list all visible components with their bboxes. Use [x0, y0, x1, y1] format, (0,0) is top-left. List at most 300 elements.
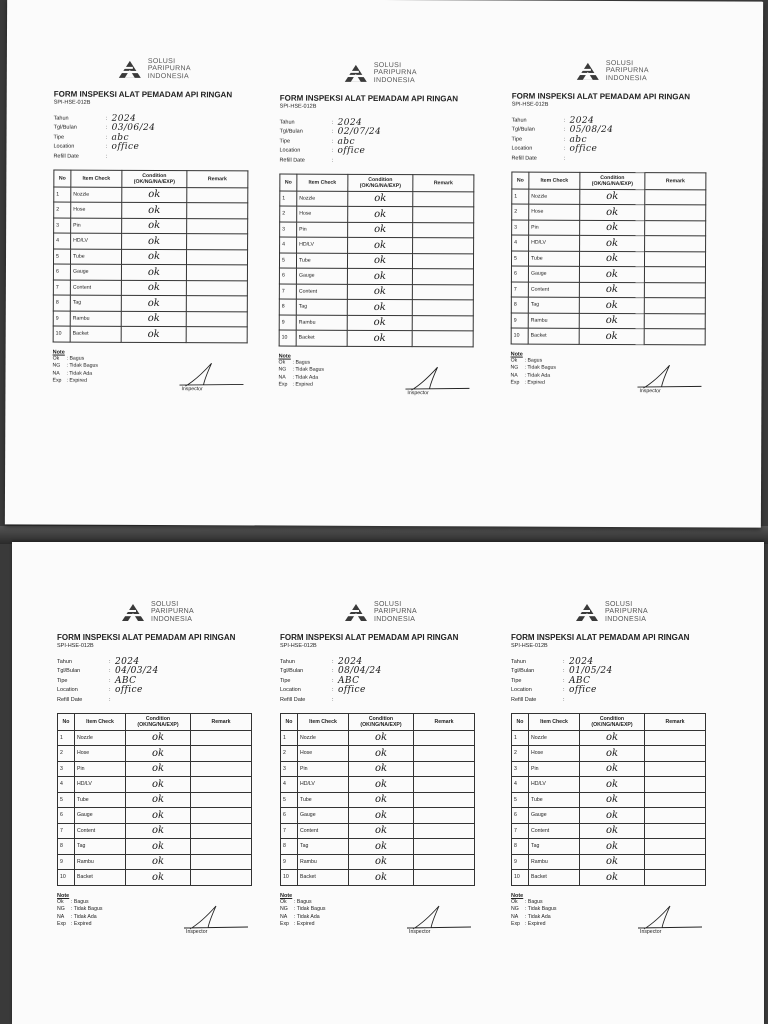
- logo-mark-icon: [343, 602, 369, 622]
- header-no: No: [512, 172, 529, 189]
- header-condition: Condition (OK/NG/NA/EXP): [348, 174, 413, 191]
- header-condition: Condition (OK/NG/NA/EXP): [126, 713, 191, 730]
- note-value: : Expired: [71, 921, 92, 927]
- row-item-check: Backet: [75, 870, 126, 886]
- row-remark: [645, 777, 706, 793]
- inspector-label: Inspector: [640, 928, 662, 935]
- note-value: : Bagus: [294, 898, 312, 905]
- row-condition: ok: [348, 222, 413, 238]
- company-name-line: PARIPURNA: [605, 67, 649, 75]
- form-title: FORM INSPEKSI ALAT PEMADAM API RINGAN: [279, 93, 459, 104]
- row-condition: ok: [126, 761, 191, 777]
- row-remark: [187, 218, 248, 234]
- form-code: SPI-HSE-012B: [279, 103, 317, 110]
- company-name: [374, 62, 417, 85]
- row-condition: ok: [579, 282, 644, 298]
- row-item-check: Nozzle: [297, 191, 348, 207]
- row-item-check: Gauge: [70, 264, 121, 280]
- meta-colon: :: [332, 687, 334, 694]
- note-value: : Tidak Ada: [66, 370, 93, 377]
- row-condition: ok: [580, 870, 645, 886]
- row-number: 6: [512, 808, 529, 824]
- meta-colon: :: [105, 134, 108, 141]
- meta-row-tgl: [511, 667, 711, 677]
- meta-label: Tahun: [511, 658, 526, 665]
- row-condition: ok: [580, 730, 645, 746]
- table-row: [511, 328, 705, 344]
- note-value: : Expired: [66, 377, 87, 384]
- row-condition: ok: [122, 218, 187, 234]
- table-row: [54, 187, 248, 203]
- table-row: [512, 808, 706, 824]
- form-meta: [511, 116, 711, 164]
- header-item-check: Item Check: [529, 713, 580, 730]
- company-name-line: SOLUSI: [604, 600, 633, 608]
- table-body: [511, 189, 706, 345]
- row-item-check: Nozzle: [529, 730, 580, 746]
- header-no: No: [54, 170, 71, 187]
- row-number: 6: [58, 808, 75, 824]
- row-number: 1: [512, 189, 529, 205]
- inspector-label: Inspector: [409, 928, 431, 935]
- inspector-signature-block: [182, 903, 252, 935]
- row-number: 2: [512, 746, 529, 762]
- row-condition: ok: [126, 823, 191, 839]
- company-name: [151, 601, 194, 624]
- meta-label: Location: [511, 145, 533, 152]
- row-condition: ok: [349, 823, 414, 839]
- legend-note: [52, 349, 252, 392]
- row-condition: ok: [126, 746, 191, 762]
- row-number: 5: [511, 251, 528, 267]
- meta-row-refill: [57, 695, 257, 705]
- row-remark: [645, 220, 706, 236]
- row-remark: [414, 808, 475, 824]
- meta-value-tgl: 01/05/24: [569, 666, 613, 677]
- note-value: : Tidak Ada: [524, 372, 551, 379]
- row-condition: ok: [579, 313, 644, 329]
- meta-colon: :: [563, 127, 566, 134]
- row-number: 6: [281, 808, 298, 824]
- note-value: : Expired: [524, 379, 545, 386]
- row-condition: ok: [348, 206, 413, 222]
- meta-row-refill: [53, 152, 253, 162]
- row-number: 1: [280, 191, 297, 207]
- row-remark: [413, 191, 474, 207]
- company-name-line: INDONESIA: [147, 72, 190, 80]
- meta-label: Tipe: [280, 677, 291, 684]
- row-item-check: Tube: [296, 253, 347, 269]
- row-item-check: HD/LV: [297, 237, 348, 253]
- table-row: [54, 233, 248, 249]
- inspection-form-1: [52, 54, 253, 392]
- company-name-line: SOLUSI: [373, 600, 402, 608]
- meta-label: Tgl/Bulan: [511, 126, 535, 133]
- form-title: FORM INSPEKSI ALAT PEMADAM API RINGAN: [57, 633, 236, 642]
- table-row: [281, 839, 475, 855]
- table-row: [280, 191, 474, 207]
- row-item-check: Content: [528, 282, 579, 298]
- row-number: 3: [54, 218, 71, 234]
- meta-value-tgl: 03/06/24: [111, 123, 156, 134]
- table-row: [512, 792, 706, 808]
- row-remark: [412, 315, 473, 331]
- note-value: : Tidak Bagus: [524, 364, 556, 371]
- row-item-check: Backet: [70, 326, 121, 342]
- meta-colon: :: [563, 155, 566, 162]
- table-header-row: [58, 713, 252, 730]
- company-name-line: INDONESIA: [373, 615, 416, 623]
- meta-label: Location: [279, 147, 301, 154]
- note-value: : Bagus: [525, 898, 543, 905]
- note-key: Ok: [510, 357, 518, 364]
- meta-colon: :: [332, 658, 334, 665]
- table-row: [53, 264, 247, 280]
- row-item-check: Pin: [529, 220, 580, 236]
- meta-label: Location: [57, 687, 78, 694]
- meta-colon: :: [109, 687, 111, 694]
- row-item-check: Gauge: [75, 808, 126, 824]
- table-row: [512, 189, 706, 205]
- meta-colon: :: [109, 696, 111, 703]
- note-key: Exp: [278, 381, 288, 388]
- note-key: Ok: [52, 355, 60, 362]
- row-remark: [186, 265, 247, 281]
- meta-label: Tipe: [53, 134, 65, 141]
- meta-colon: :: [331, 138, 334, 145]
- table-row: [512, 777, 706, 793]
- row-number: 8: [512, 839, 529, 855]
- row-item-check: Content: [75, 823, 126, 839]
- row-remark: [645, 870, 706, 886]
- logo-mark-icon: [575, 61, 601, 81]
- company-logo: [512, 56, 712, 87]
- row-remark: [413, 222, 474, 238]
- meta-value-tipe: ABC: [569, 675, 591, 686]
- row-remark: [645, 236, 706, 252]
- row-condition: ok: [347, 284, 412, 300]
- row-condition: ok: [580, 839, 645, 855]
- row-condition: ok: [349, 746, 414, 762]
- row-item-check: Pin: [529, 761, 580, 777]
- row-number: 4: [512, 777, 529, 793]
- meta-label: Tahun: [53, 115, 69, 122]
- form-code: SPI-HSE-012B: [511, 643, 548, 649]
- row-condition: ok: [580, 792, 645, 808]
- table-row: [279, 268, 473, 284]
- row-remark: [191, 839, 252, 855]
- table-row: [53, 280, 247, 296]
- row-remark: [412, 269, 473, 285]
- row-number: 3: [58, 761, 75, 777]
- row-item-check: Pin: [297, 222, 348, 238]
- table-row: [512, 761, 706, 777]
- row-number: 10: [58, 870, 75, 886]
- row-condition: ok: [347, 268, 412, 284]
- row-remark: [645, 823, 706, 839]
- header-remark: Remark: [645, 713, 706, 730]
- table-row: [58, 730, 252, 746]
- company-name-line: INDONESIA: [373, 76, 416, 84]
- row-number: 7: [511, 282, 528, 298]
- table-row: [54, 202, 248, 218]
- row-remark: [645, 839, 706, 855]
- note-value: : Tidak Bagus: [66, 362, 98, 369]
- row-remark: [645, 808, 706, 824]
- table-row: [281, 777, 475, 793]
- row-remark: [414, 839, 475, 855]
- meta-value-tipe: ABC: [115, 675, 137, 686]
- meta-label: Refill Date: [57, 696, 83, 703]
- row-number: 5: [279, 253, 296, 269]
- row-remark: [412, 300, 473, 316]
- meta-label: Tahun: [57, 658, 72, 665]
- note-title: Note: [57, 892, 70, 899]
- inspection-table: [53, 169, 249, 343]
- row-condition: ok: [580, 808, 645, 824]
- table-row: [58, 808, 252, 824]
- company-name-line: SOLUSI: [605, 59, 634, 67]
- row-number: 3: [280, 222, 297, 238]
- row-condition: ok: [580, 746, 645, 762]
- table-row: [512, 870, 706, 886]
- note-title: Note: [510, 351, 523, 358]
- table-row: [58, 761, 252, 777]
- note-key: Ok: [280, 898, 287, 905]
- table-row: [512, 823, 706, 839]
- row-remark: [191, 823, 252, 839]
- meta-value-tahun: 2024: [569, 656, 594, 667]
- note-key: Ok: [511, 898, 518, 905]
- table-row: [53, 249, 247, 265]
- row-condition: ok: [580, 235, 645, 251]
- row-remark: [412, 284, 473, 300]
- logo-mark-icon: [117, 59, 143, 79]
- table-row: [53, 311, 247, 327]
- note-key: NG: [52, 362, 61, 369]
- row-item-check: Content: [298, 823, 349, 839]
- note-key: NA: [278, 374, 286, 381]
- company-name-line: PARIPURNA: [147, 65, 191, 73]
- meta-value-tgl: 04/03/24: [115, 666, 159, 677]
- row-item-check: Nozzle: [298, 730, 349, 746]
- row-remark: [186, 296, 247, 312]
- meta-value-location: office: [115, 685, 143, 696]
- table-row: [511, 282, 705, 298]
- row-number: 5: [53, 249, 70, 265]
- meta-value-tahun: 2024: [338, 656, 363, 667]
- row-number: 4: [58, 777, 75, 793]
- header-no: No: [512, 713, 529, 730]
- row-remark: [645, 854, 706, 870]
- row-item-check: Rambu: [298, 854, 349, 870]
- row-number: 9: [512, 854, 529, 870]
- row-item-check: Rambu: [296, 315, 347, 331]
- form-code: SPI-HSE-012B: [57, 643, 94, 649]
- inspector-signature-block: [403, 364, 473, 396]
- inspection-table: [511, 713, 706, 886]
- inspection-table: [511, 171, 707, 345]
- table-row: [54, 218, 248, 234]
- meta-label: Refill Date: [511, 696, 537, 703]
- row-remark: [191, 777, 252, 793]
- row-item-check: Hose: [297, 206, 348, 222]
- row-item-check: Hose: [529, 746, 580, 762]
- row-item-check: Pin: [298, 761, 349, 777]
- row-number: 8: [53, 295, 70, 311]
- row-item-check: Gauge: [298, 808, 349, 824]
- table-row: [512, 204, 706, 220]
- table-row: [512, 220, 706, 236]
- meta-value-tgl: 05/08/24: [569, 125, 614, 136]
- row-remark: [413, 207, 474, 223]
- row-number: 8: [281, 839, 298, 855]
- meta-colon: :: [563, 668, 565, 675]
- meta-colon: :: [109, 658, 111, 665]
- legend-note: [57, 892, 257, 935]
- meta-label: Location: [53, 143, 75, 150]
- meta-label: Location: [511, 687, 532, 694]
- meta-row-location: [57, 686, 257, 696]
- header-remark: Remark: [413, 174, 474, 191]
- table-row: [58, 792, 252, 808]
- meta-colon: :: [331, 119, 334, 126]
- row-condition: ok: [347, 253, 412, 269]
- logo-mark-icon: [120, 602, 146, 622]
- row-remark: [644, 298, 705, 314]
- meta-colon: :: [105, 153, 108, 160]
- row-number: 1: [54, 187, 71, 203]
- company-name-line: SOLUSI: [147, 57, 176, 65]
- row-item-check: Backet: [298, 870, 349, 886]
- row-item-check: Hose: [529, 204, 580, 220]
- company-name-line: INDONESIA: [605, 74, 648, 82]
- row-item-check: Backet: [528, 328, 579, 344]
- row-remark: [413, 238, 474, 254]
- meta-colon: :: [563, 687, 565, 694]
- header-item-check: Item Check: [71, 170, 122, 187]
- table-row: [280, 222, 474, 238]
- inspector-signature-block: [636, 903, 706, 935]
- row-condition: ok: [579, 328, 644, 344]
- note-key: Ok: [57, 898, 64, 905]
- company-name-line: PARIPURNA: [373, 69, 417, 77]
- meta-colon: :: [563, 117, 566, 124]
- row-condition: ok: [349, 730, 414, 746]
- note-key: NA: [52, 370, 60, 377]
- note-value: : Bagus: [71, 898, 89, 905]
- table-row: [512, 839, 706, 855]
- meta-value-location: office: [569, 144, 598, 155]
- company-logo: [54, 54, 254, 85]
- row-condition: ok: [347, 330, 412, 346]
- row-item-check: Tube: [528, 251, 579, 267]
- table-row: [281, 761, 475, 777]
- row-number: 7: [279, 284, 296, 300]
- note-key: Ok: [278, 359, 286, 366]
- meta-row-tipe: [511, 676, 711, 686]
- table-row: [279, 315, 473, 331]
- form-meta: [53, 114, 253, 162]
- row-condition: ok: [349, 792, 414, 808]
- logo-mark-icon: [343, 63, 369, 83]
- note-key: NA: [510, 372, 518, 379]
- scanned-sheet-bottom: [12, 542, 764, 1024]
- row-number: 7: [58, 823, 75, 839]
- note-key: Exp: [57, 921, 66, 927]
- row-number: 8: [279, 299, 296, 315]
- company-logo: [57, 597, 257, 627]
- row-remark: [414, 823, 475, 839]
- row-condition: ok: [347, 299, 412, 315]
- row-remark: [191, 854, 252, 870]
- row-item-check: Tube: [529, 792, 580, 808]
- note-title: Note: [280, 892, 293, 899]
- header-no: No: [281, 713, 298, 730]
- company-name: [148, 58, 191, 81]
- row-item-check: Hose: [298, 746, 349, 762]
- meta-label: Tahun: [280, 658, 295, 665]
- row-item-check: Tube: [298, 792, 349, 808]
- company-name-line: INDONESIA: [150, 615, 193, 623]
- row-condition: ok: [349, 854, 414, 870]
- meta-colon: :: [332, 696, 334, 703]
- company-name: [606, 60, 649, 83]
- row-remark: [414, 870, 475, 886]
- row-remark: [186, 280, 247, 296]
- row-number: 4: [280, 237, 297, 253]
- table-body: [281, 730, 475, 885]
- note-key: Exp: [52, 377, 62, 384]
- note-value: : Tidak Bagus: [292, 366, 324, 373]
- row-item-check: HD/LV: [298, 777, 349, 793]
- meta-label: Tgl/Bulan: [280, 668, 304, 675]
- row-condition: ok: [126, 730, 191, 746]
- meta-row-tgl: [280, 667, 480, 677]
- row-item-check: HD/LV: [529, 777, 580, 793]
- table-row: [512, 854, 706, 870]
- row-number: 3: [281, 761, 298, 777]
- row-remark: [644, 267, 705, 283]
- row-remark: [644, 329, 705, 345]
- row-item-check: Nozzle: [71, 187, 122, 203]
- note-value: : Tidak Bagus: [71, 906, 103, 912]
- inspection-form-4: [57, 597, 257, 935]
- form-code: SPI-HSE-012B: [280, 643, 317, 649]
- row-remark: [412, 331, 473, 347]
- row-item-check: Content: [296, 284, 347, 300]
- table-header-row: [281, 713, 475, 730]
- note-key: Exp: [280, 921, 289, 927]
- header-remark: Remark: [645, 172, 706, 189]
- row-number: 9: [279, 315, 296, 331]
- meta-row-tahun: [511, 657, 711, 667]
- row-item-check: Pin: [71, 218, 122, 234]
- table-row: [281, 854, 475, 870]
- header-remark: Remark: [191, 713, 252, 730]
- table-row: [280, 206, 474, 222]
- row-item-check: Gauge: [528, 266, 579, 282]
- row-number: 5: [58, 792, 75, 808]
- logo-mark-icon: [574, 602, 600, 622]
- table-row: [512, 235, 706, 251]
- table-row: [281, 746, 475, 762]
- meta-value-tahun: 2024: [111, 113, 137, 124]
- note-key: Exp: [511, 921, 520, 927]
- row-remark: [645, 730, 706, 746]
- meta-row-tahun: [57, 657, 257, 667]
- row-item-check: Tag: [75, 839, 126, 855]
